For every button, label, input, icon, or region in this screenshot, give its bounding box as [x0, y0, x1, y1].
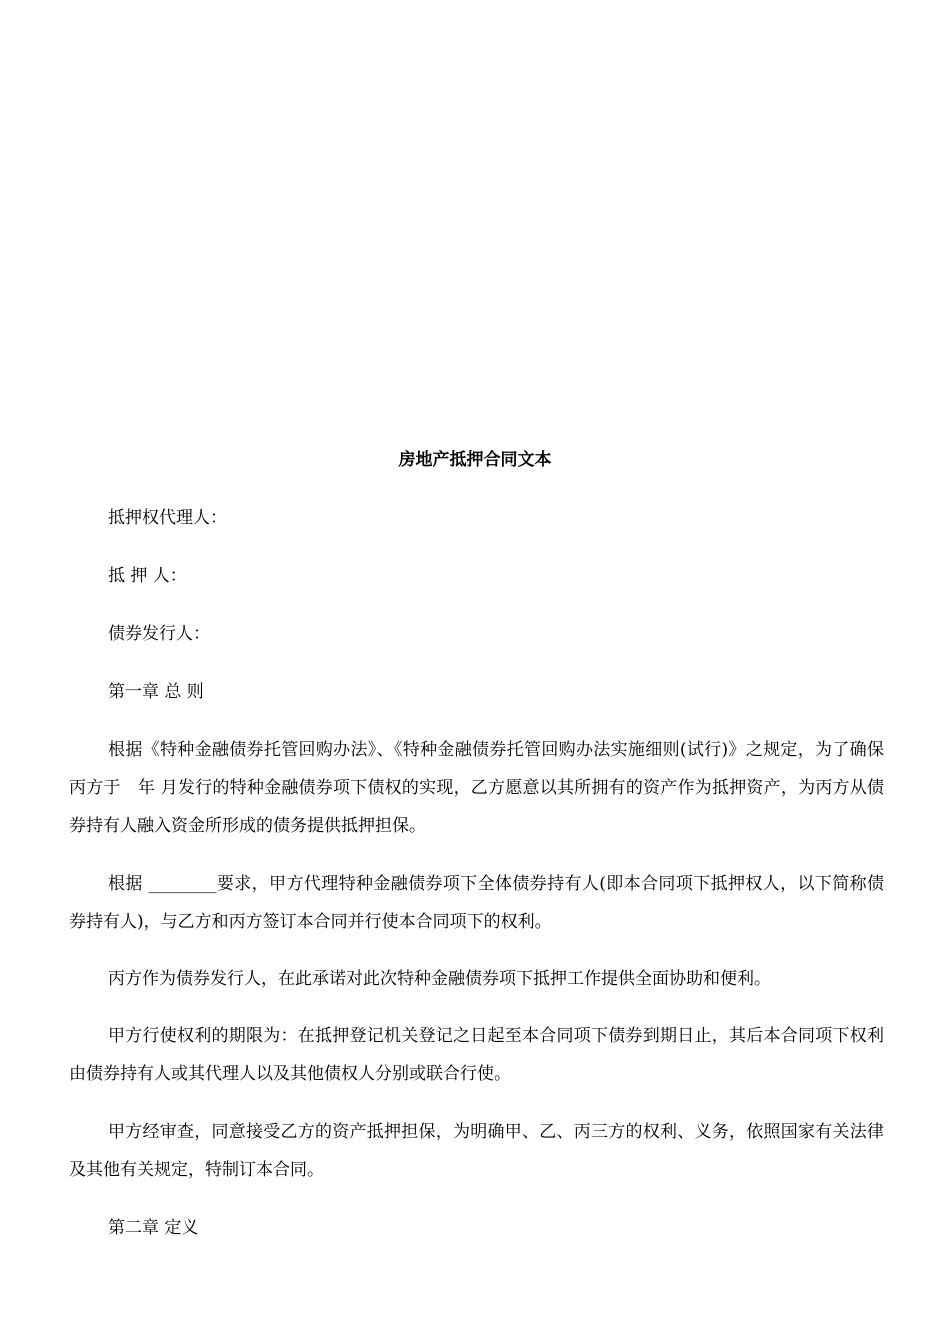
chapter-two-heading: 第二章 定义	[108, 1218, 199, 1238]
document-title: 房地产抵押合同文本	[398, 450, 552, 470]
paragraph-basis: 根据《特种金融债券托管回购办法》、《特种金融债券托管回购办法实施细则(试行)》之规定，为了确保丙方于 年 月发行的特种金融债券项下债权的实现，乙方愿意以其所拥有的资产作为抵押资产，为丙方从债券持有人融入资金所形成的债务提供抵押担保。	[69, 740, 884, 836]
paragraph-review: 甲方经审查，同意接受乙方的资产抵押担保，为明确甲、乙、丙三方的权利、义务，依照国家有关法律及其他有关规定，特制订本合同。	[69, 1122, 884, 1180]
mortgagor-line: 抵 押 人：	[108, 566, 187, 586]
paragraph-issuer-commitment: 丙方作为债券发行人，在此承诺对此次特种金融债券项下抵押工作提供全面协助和便利。	[108, 969, 771, 989]
paragraph-rights-period: 甲方行使权利的期限为：在抵押登记机关登记之日起至本合同项下债券到期日止，其后本合同项下权利由债券持有人或其代理人以及其他债权人分别或联合行使。	[69, 1026, 884, 1084]
mortgagee-agent-line: 抵押权代理人：	[108, 508, 227, 528]
bond-issuer-line: 债券发行人：	[108, 624, 210, 644]
chapter-one-heading: 第一章 总 则	[108, 682, 204, 702]
paragraph-agency: 根据 ________要求，甲方代理特种金融债券项下全体债券持有人(即本合同项下抵押权人，以下简称债券持有人)，与乙方和丙方签订本合同并行使本合同项下的权利。	[69, 874, 884, 932]
